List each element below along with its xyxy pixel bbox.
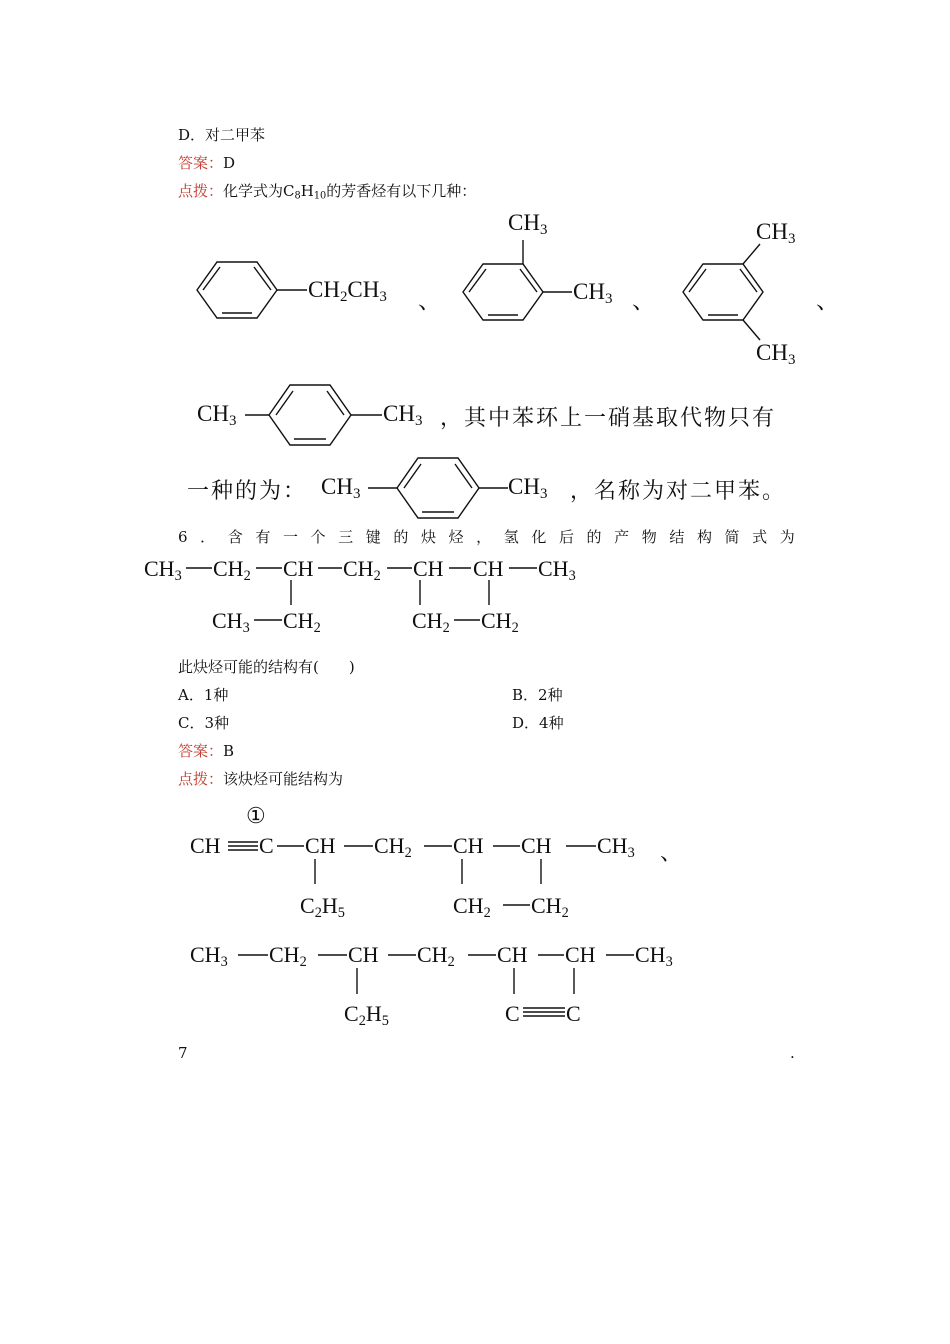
hint-text-post: 的芳香烃有以下几种： (326, 182, 477, 200)
answer-line-q6 (178, 740, 234, 761)
alkyne2-ch3-end: $CH_3$ (635, 942, 673, 970)
q7-dot: . (790, 1044, 795, 1062)
alkyne1-ch-3: CH (453, 833, 484, 858)
hint-label: 点拨： (178, 182, 224, 200)
option-d: D．对二甲苯 (178, 126, 266, 144)
q6-branch-1a: $CH_3$ (212, 608, 250, 636)
q6-main-chain-3: CH (283, 556, 314, 581)
benzene-ring-m-xylene (683, 244, 763, 340)
answer-value: B (223, 742, 235, 760)
hint-text: 该炔烃可能结构为 (223, 770, 344, 788)
option-a: A．1种 (178, 686, 229, 704)
q6-main-chain-4: $CH_2$ (343, 556, 381, 584)
hint-label: 点拨： (178, 770, 224, 788)
alkyne1-ring-b: $CH_2$ (531, 893, 569, 921)
option-d-q6: D．4种 (512, 714, 564, 732)
q6-stem: 6．含有一个三键的炔烃，氢化后的产物结构简式为 (178, 528, 808, 546)
q6-main-chain-6: CH (473, 556, 504, 581)
methyl-top-o: $CH_3$ (508, 210, 548, 239)
option-b: B．2种 (512, 686, 563, 704)
methyl-right-o: $CH_3$ (573, 279, 613, 308)
methyl-right-p2: $CH_3$ (508, 474, 548, 503)
alkyne2-ch-2: CH (497, 942, 528, 967)
alkyne1-c: C (259, 833, 274, 858)
alkyne2-ring-c2: C (566, 1001, 581, 1026)
alkyne2-ring-c1: C (505, 1001, 520, 1026)
alkyne1-ch-4: CH (521, 833, 552, 858)
answer-value: D (223, 154, 236, 172)
hint-line-q6 (178, 768, 343, 789)
benzene-ring-p-xylene-2 (368, 458, 508, 518)
alkyne1-ethyl: $C_2H_5$ (300, 893, 345, 921)
alkyne1-ch: CH (190, 833, 221, 858)
ethyl-substituent: $CH_2CH_3$ (308, 277, 387, 306)
methyl-top-m: $CH_3$ (756, 219, 796, 248)
alkyne1-ch2: $CH_2$ (374, 833, 412, 861)
benzene-ring-o-xylene (463, 240, 572, 320)
hint-continuation-1: ，其中苯环上一硝基取代物只有 (440, 406, 777, 431)
q6-main-chain-2: $CH_2$ (213, 556, 251, 584)
methyl-left-p1: $CH_3$ (197, 401, 237, 430)
q6-ring-b: $CH_2$ (481, 608, 519, 636)
alkyne2-ethyl: $C_2H_5$ (344, 1001, 389, 1029)
circle-one-marker: ① (246, 803, 266, 828)
alkyne1-ch3: $CH_3$ (597, 833, 635, 861)
separator: 、 (816, 288, 839, 313)
alkyne2-ch: CH (348, 942, 379, 967)
q6-question: 此炔烃可能的结构有( ) (178, 658, 355, 676)
methyl-left-p2: $CH_3$ (321, 474, 361, 503)
hint-continuation-2: 一种的为： (187, 479, 308, 504)
hint-text: 化学式为C (223, 182, 295, 200)
benzene-ring-p-xylene-1 (245, 385, 382, 445)
q6-main-chain-5: CH (413, 556, 444, 581)
q6-main-chain-1: $CH_3$ (144, 556, 182, 584)
q7-number: 7 (178, 1044, 188, 1062)
q6-main-chain-7: $CH_3$ (538, 556, 576, 584)
methyl-bottom-m: $CH_3$ (756, 340, 796, 369)
separator: 、 (660, 840, 683, 865)
formula-sub-h: 10 (313, 190, 327, 202)
q6-branch-1b: $CH_2$ (283, 608, 321, 636)
alkyne1-ch-2: CH (305, 833, 336, 858)
alkyne2-ch2-b: $CH_2$ (417, 942, 455, 970)
answer-label: 答案： (178, 154, 224, 172)
separator: 、 (632, 288, 655, 313)
alkyne2-ch-3: CH (565, 942, 596, 967)
alkyne2-ch3: $CH_3$ (190, 942, 228, 970)
methyl-right-p1: $CH_3$ (383, 401, 423, 430)
answer-label: 答案： (178, 742, 224, 760)
hint-continuation-3: ，名称为对二甲苯。 (570, 479, 787, 504)
alkyne2-ch2: $CH_2$ (269, 942, 307, 970)
benzene-ring-ethylbenzene (197, 262, 307, 318)
formula-h: H (300, 182, 314, 200)
separator: 、 (418, 288, 441, 313)
formula-sub-c: 8 (294, 190, 301, 202)
q6-ring-a: $CH_2$ (412, 608, 450, 636)
alkyne1-ring-a: $CH_2$ (453, 893, 491, 921)
option-c: C．3种 (178, 714, 230, 732)
